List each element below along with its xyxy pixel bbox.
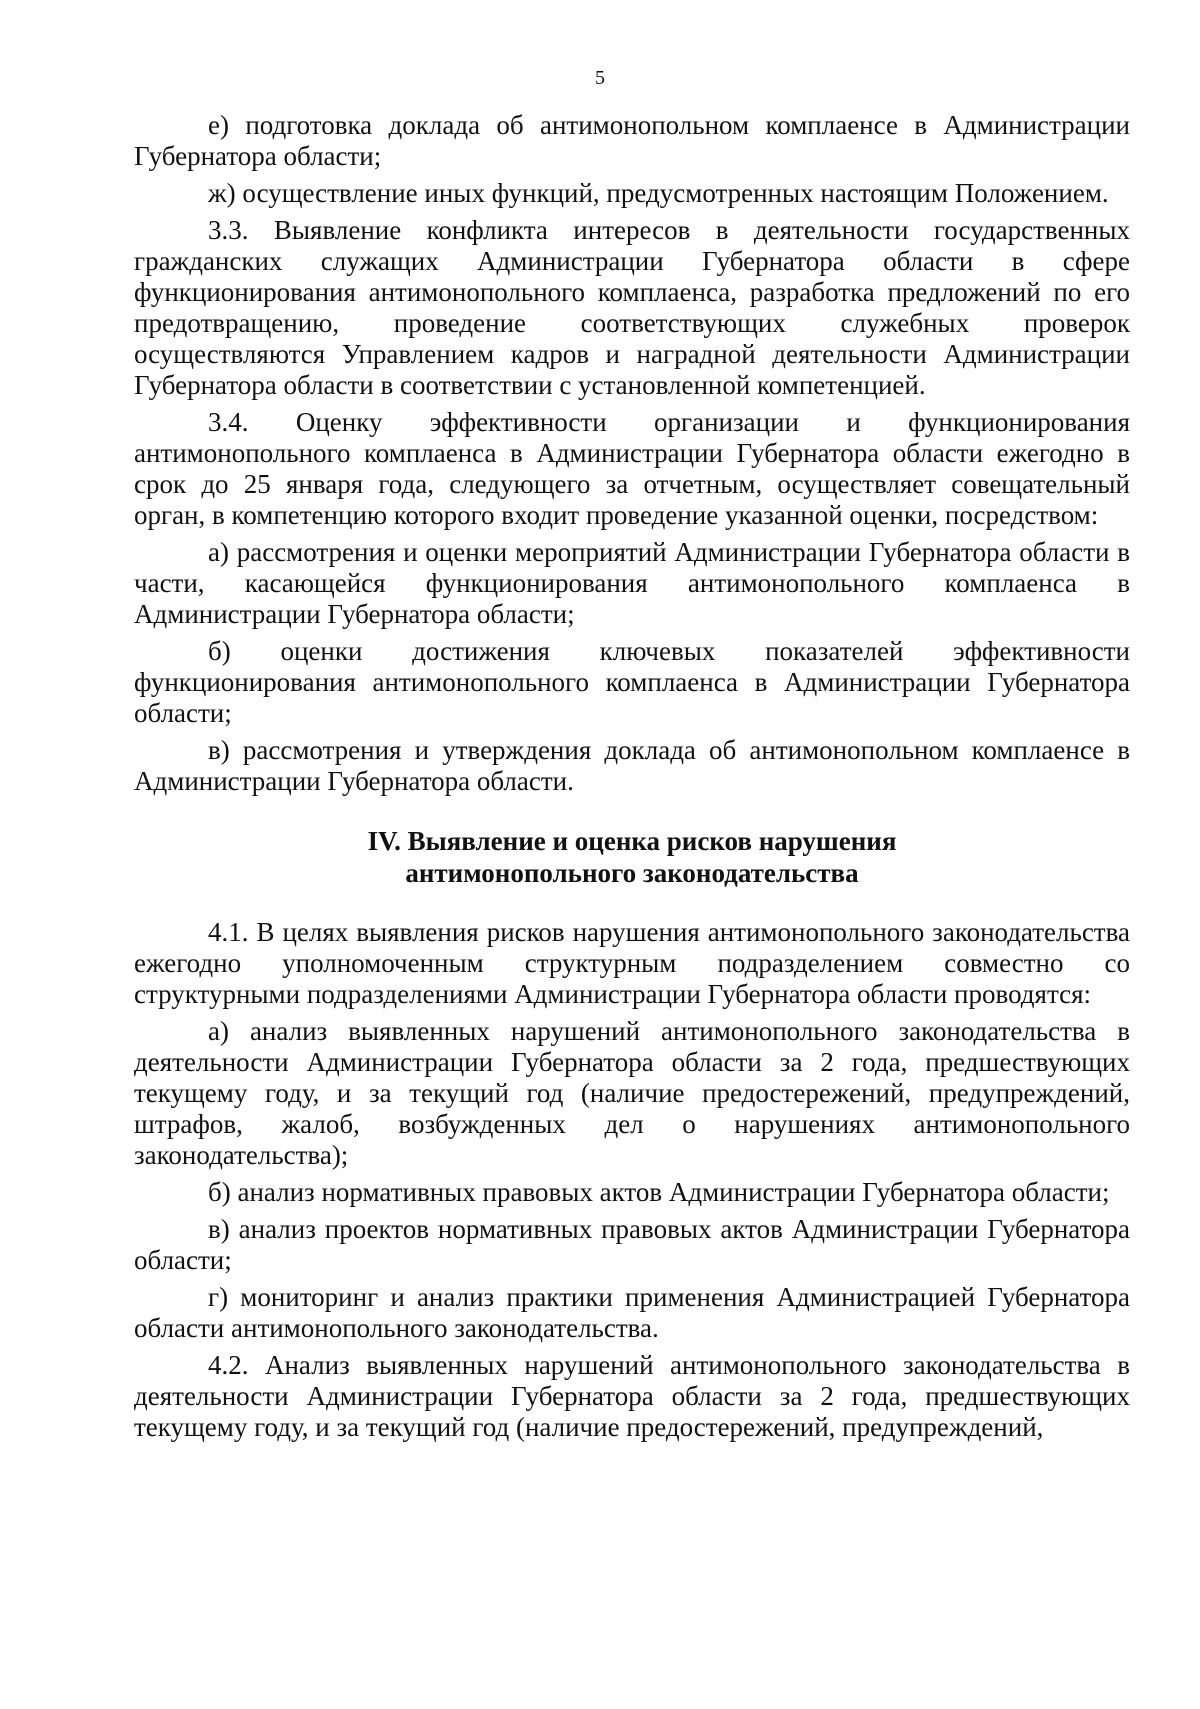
paragraph-4-1-v: в) анализ проектов нормативных правовых актов Администрации Губернатора области; <box>134 1214 1130 1275</box>
paragraph-3-3: 3.3. Выявление конфликта интересов в деятельности государственных гражданских служащих Администрации Губернатора области в сфере функционирования антимонопольного комплаенса, разработка предложений по его предотвращению, проведение соответствующих служебных проверок осуществляются Управлением кадров и наградной деятельности Администрации Губернатора области в соответствии с установленной компетенцией. <box>134 215 1130 400</box>
section-heading-line-1: IV. Выявление и оценка рисков нарушения <box>367 826 897 856</box>
paragraph-3-4-v: в) рассмотрения и утверждения доклада об антимонопольном комплаенсе в Администрации Губернатора области. <box>134 735 1130 796</box>
paragraph-3-4: 3.4. Оценку эффективности организации и функционирования антимонопольного комплаенса в Администрации Губернатора области ежегодно в срок до 25 января года, следующего за отчетным, осуществляет совещательный орган, в компетенцию которого входит проведение указанной оценки, посредством: <box>134 407 1130 530</box>
paragraph-4-1: 4.1. В целях выявления рисков нарушения антимонопольного законодательства ежегодно уполномоченным структурным подразделением совместно со структурными подразделениями Администрации Губернатора области проводятся: <box>134 917 1130 1009</box>
paragraph-3-4-a: а) рассмотрения и оценки мероприятий Администрации Губернатора области в части, касающейся функционирования антимонопольного комплаенса в Администрации Губернатора области; <box>134 537 1130 629</box>
paragraph-3-2-zh: ж) осуществление иных функций, предусмотренных настоящим Положением. <box>208 178 1109 208</box>
section-heading-line-2: антимонопольного законодательства <box>405 858 859 888</box>
page-number: 5 <box>595 67 605 89</box>
paragraph-3-4-b: б) оценки достижения ключевых показателей эффективности функционирования антимонопольного комплаенса в Администрации Губернатора области; <box>134 636 1130 728</box>
paragraph-4-2: 4.2. Анализ выявленных нарушений антимонопольного законодательства в деятельности Администрации Губернатора области за 2 года, предшествующих текущему году, и за текущий год (наличие предостережений, предупреждений, <box>134 1350 1130 1442</box>
document-body <box>134 110 1130 1449</box>
paragraph-4-1-g: г) мониторинг и анализ практики применения Администрацией Губернатора области антимонопольного законодательства. <box>134 1282 1130 1343</box>
section-heading <box>134 825 1130 889</box>
paragraph-4-1-b: б) анализ нормативных правовых актов Администрации Губернатора области; <box>208 1177 1110 1207</box>
paragraph-4-1-a: а) анализ выявленных нарушений антимонопольного законодательства в деятельности Администрации Губернатора области за 2 года, предшествующих текущему году, и за текущий год (наличие предостережений, предупреждений, штрафов, жалоб, возбужденных дел о нарушениях антимонопольного законодательства); <box>134 1016 1130 1170</box>
paragraph-3-2-e: е) подготовка доклада об антимонопольном комплаенсе в Администрации Губернатора области; <box>134 110 1130 171</box>
